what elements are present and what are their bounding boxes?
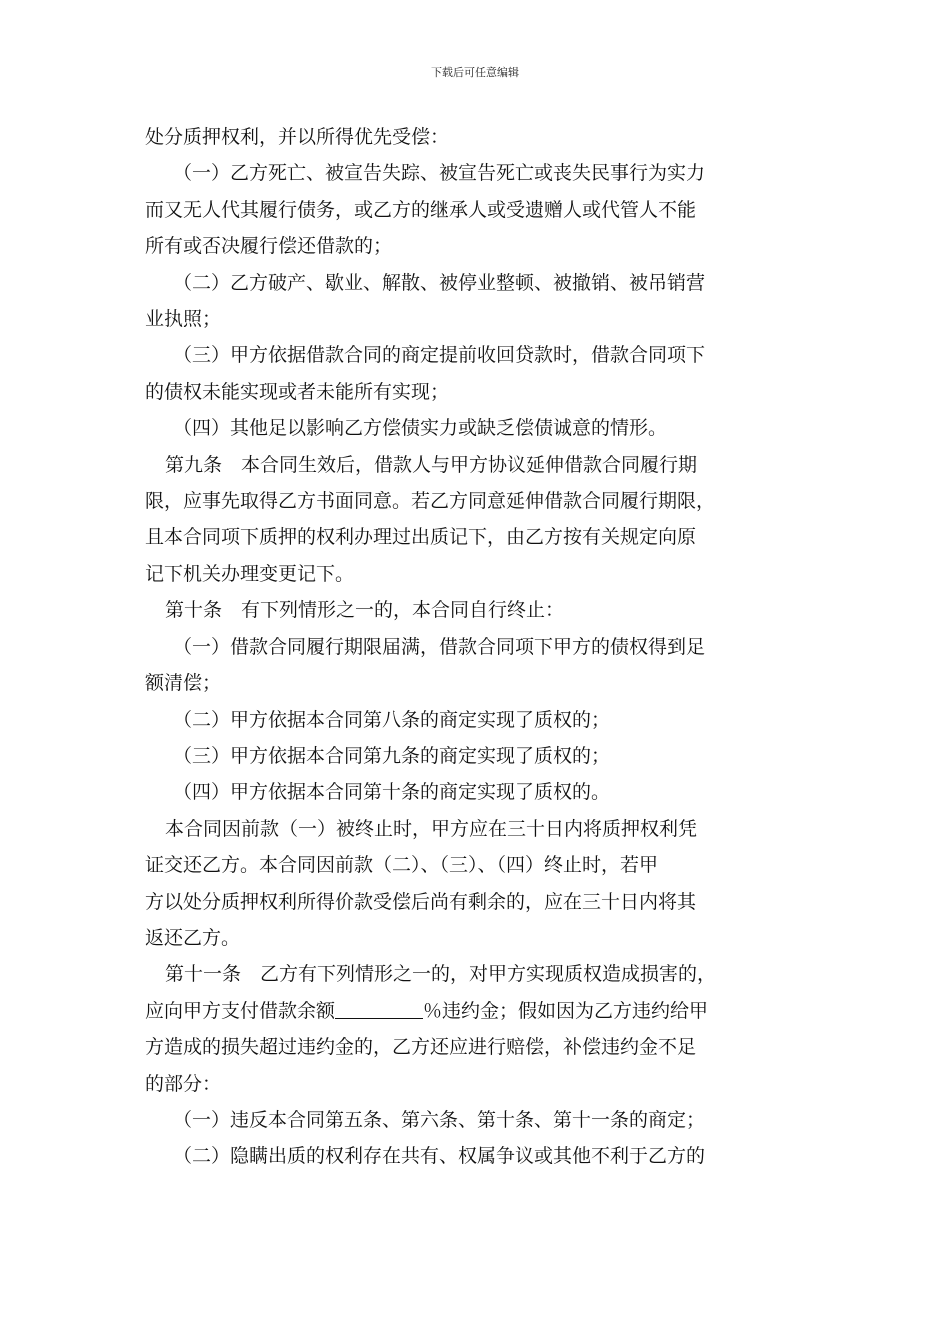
paragraph-line: 所有或否决履行偿还借款的； [145,235,393,258]
clause-item-line: （二）乙方破产、歇业、解散、被停业整顿、被撤销、被吊销营 [173,271,706,294]
paragraph-line: 限，应事先取得乙方书面同意。若乙方同意延伸借款合同履行期限， [145,490,716,513]
text-after-blank: ％违约金；假如因为乙方违约给甲 [423,999,709,1022]
paragraph-line: 记下机关办理变更记下。 [145,562,355,585]
paragraph-line: 且本合同项下质押的权利办理过出质记下，由乙方按有关规定向原 [145,526,697,549]
paragraph-line: 而又无人代其履行债务，或乙方的继承人或受遗赠人或代管人不能 [145,198,697,221]
clause-item-line: （一）借款合同履行期限届满，借款合同项下甲方的债权得到足 [173,635,706,658]
paragraph-line: 证交还乙方。本合同因前款（二）、（三）、（四）终止时，若甲 [145,854,659,877]
paragraph-line: 业执照； [145,308,222,331]
article-heading-line: 第九条 本合同生效后，借款人与甲方协议延伸借款合同履行期 [165,453,698,476]
article-heading-line: 第十一条 乙方有下列情形之一的，对甲方实现质权造成损害的， [165,963,717,986]
clause-item-line: （二）甲方依据本合同第八条的商定实现了质权的； [173,708,611,731]
paragraph-line: 方以处分质押权利所得价款受偿后尚有剩余的，应在三十日内将其 [145,890,697,913]
article-heading-line: 第十条 有下列情形之一的，本合同自行终止： [165,599,565,622]
clause-item-line: （一）乙方死亡、被宣告失踪、被宣告死亡或丧失民事行为实力 [173,162,706,185]
paragraph-line: 的债权未能实现或者未能所有实现； [145,380,450,403]
clause-item-line: （四）甲方依据本合同第十条的商定实现了质权的。 [173,781,611,804]
clause-item-line: （一）违反本合同第五条、第六条、第十条、第十一条的商定； [173,1108,706,1131]
clause-item-line: （二）隐瞒出质的权利存在共有、权属争议或其他不利于乙方的 [173,1145,706,1168]
contract-body [145,119,809,1175]
clause-item-line: （四）其他足以影响乙方偿债实力或缺乏偿债诚意的情形。 [173,417,668,440]
paragraph-line: 方造成的损失超过违约金的，乙方还应进行赔偿，补偿违约金不足 [145,1036,697,1059]
page-header: 下载后可任意编辑 [431,66,519,79]
text-before-blank: 应向甲方支付借款余额 [145,999,336,1022]
paragraph-line: 处分质押权利，并以所得优先受偿： [145,126,450,148]
paragraph-line: 返还乙方。 [145,926,241,949]
clause-item-line: （三）甲方依据借款合同的商定提前收回贷款时，借款合同项下 [173,344,706,367]
paragraph-line: 额清偿； [145,672,222,695]
fill-in-blank[interactable] [335,996,423,1019]
paragraph-line: 的部分： [145,1072,222,1095]
clause-item-line: （三）甲方依据本合同第九条的商定实现了质权的； [173,744,611,767]
paragraph-line-with-blank [145,993,809,1029]
paragraph-line: 本合同因前款（一）被终止时，甲方应在三十日内将质押权利凭 [165,817,698,840]
